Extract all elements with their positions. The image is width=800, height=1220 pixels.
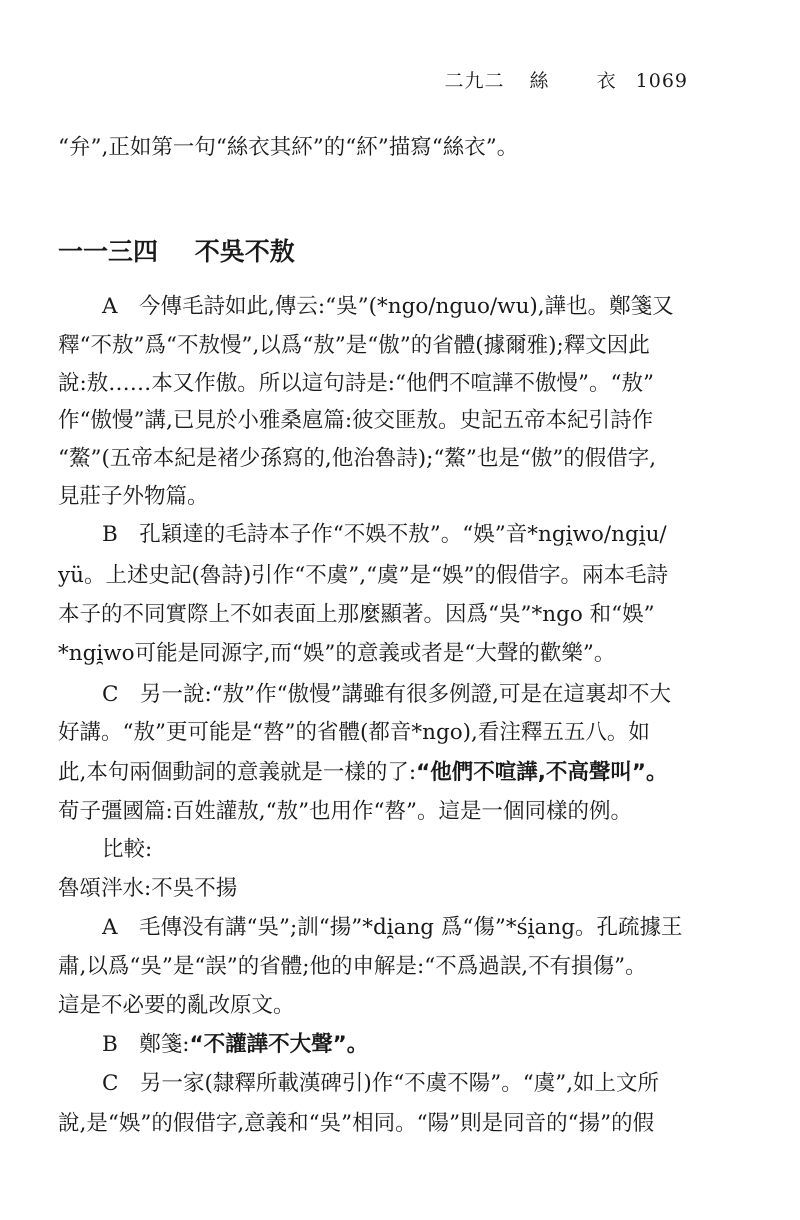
comparison-citation: 魯頌泮水:不吳不揚 (58, 876, 238, 901)
body-line: “鰲”(五帝本紀是褚少孫寫的,他治魯詩);“鰲”也是“傲”的假借字, (58, 446, 657, 471)
emphasis-phrase: “不讙譁不大聲”。 (189, 1032, 369, 1057)
body-line: 本子的不同實際上不如表面上那麼顯著。因爲“吳”*ngo 和“娛” (58, 602, 655, 627)
section-number: 一一三四 (58, 237, 159, 266)
body-line: 肅,以爲“吳”是“誤”的省體;他的申解是:“不爲過誤,不有損傷”。 (58, 954, 647, 979)
body-line: 好講。“敖”更可能是“嗸”的省體(都音*ngo),看注釋五五八。如 (58, 720, 650, 745)
section-title: 不吳不敖 (194, 237, 295, 266)
page-number: 1069 (635, 70, 688, 92)
body-line-with-emphasis (58, 762, 668, 784)
body-line-with-emphasis (102, 1034, 368, 1056)
body-line: yü。上述史記(魯詩)引作“不虞”,“虞”是“娛”的假借字。兩本毛詩 (58, 563, 669, 588)
body-line: 這是不必要的亂改原文。 (58, 993, 295, 1018)
body-line: A 今傳毛詩如此,傳云:“吳”(*ngo/nguo/wu),譁也。鄭箋又 (102, 294, 674, 319)
running-header (444, 66, 688, 93)
body-line: C 另一說:“敖”作“傲慢”講雖有很多例證,可是在這裏却不大 (102, 682, 671, 707)
header-section-number: 二九二 (444, 70, 505, 92)
emphasis-phrase: “他們不喧譁,不高聲叫”。 (416, 760, 668, 785)
body-line: 作“傲慢”講,已見於小雅桑扈篇:彼交匪敖。史記五帝本紀引詩作 (58, 408, 654, 433)
body-line: A 毛傳没有講“吳”;訓“揚”*di̯ang 爲“傷”*śi̯ang。孔疏據王 (102, 915, 683, 940)
body-line: C 另一家(隸釋所載漢碑引)作“不虞不陽”。“虞”,如上文所 (102, 1071, 660, 1096)
body-line: *ngi̯wo可能是同源字,而“娛”的意義或者是“大聲的歡樂”。 (58, 641, 616, 666)
body-line: 說,是“娛”的假借字,意義和“吳”相同。“陽”則是同音的“揚”的假 (58, 1111, 655, 1136)
body-line: 見莊子外物篇。 (58, 484, 209, 509)
header-title-char-2: 衣 (596, 70, 617, 92)
body-line: 荀子彊國篇:百姓讙敖,“敖”也用作“嗸”。這是一個同樣的例。 (58, 799, 633, 824)
comparison-label: 比較: (102, 837, 153, 862)
section-heading (58, 232, 295, 268)
header-title-char-1: 絲 (529, 70, 550, 92)
intro-line: “弁”,正如第一句“絲衣其紑”的“紑”描寫“絲衣”。 (58, 135, 519, 160)
body-line: 說:敖……本又作傲。所以這句詩是:“他們不喧譁不傲慢”。“敖” (58, 371, 654, 396)
body-line: 釋“不敖”爲“不敖慢”,以爲“敖”是“傲”的省體(據爾雅);釋文因此 (58, 333, 650, 358)
body-line: B 孔穎達的毛詩本子作“不娛不敖”。“娛”音*ngi̯wo/ngi̯u/ (102, 522, 667, 547)
body-line-text: 此,本句兩個動詞的意義就是一樣的了: (58, 760, 417, 785)
body-line-text: B 鄭箋: (102, 1032, 190, 1057)
